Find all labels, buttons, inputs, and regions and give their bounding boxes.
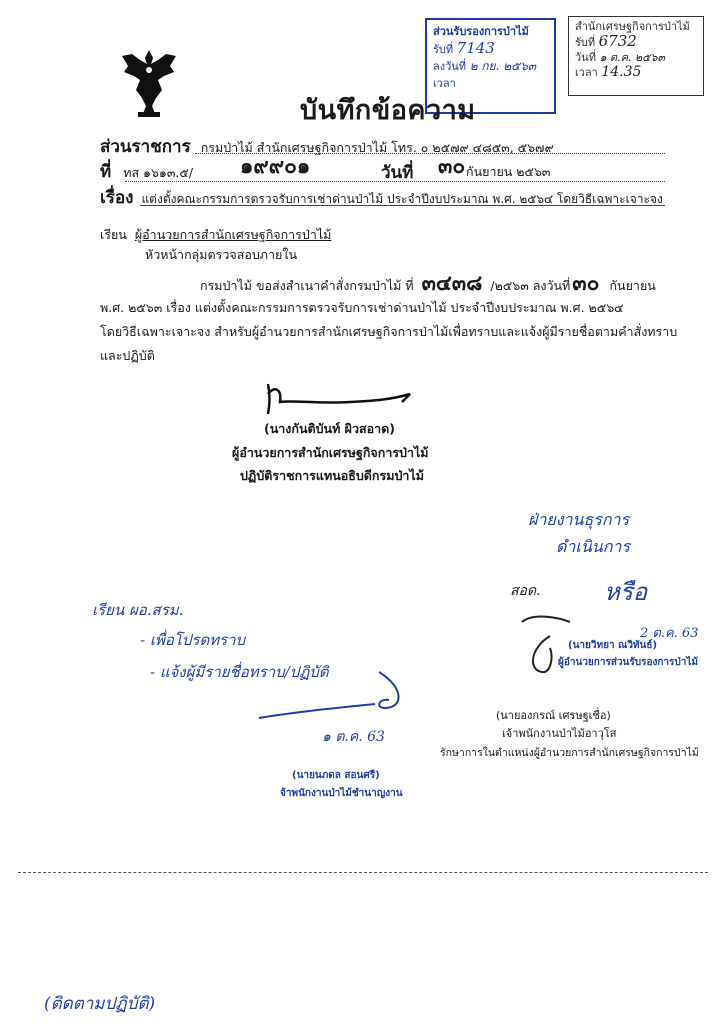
- to-row: [100, 225, 331, 245]
- body-line-1: [200, 267, 656, 300]
- pd-position-2: รักษาการในตำแหน่งผู้อำนวยการสำนักเศรษฐกิจการป่าไม้: [440, 747, 699, 759]
- pd-name: (นายองกรณ์ เศรษฐเชื่อ): [496, 709, 611, 722]
- bottom-note: (ติดตามปฏิบัติ): [44, 994, 156, 1014]
- to-label: เรียน: [100, 227, 127, 242]
- stamp-date-value: ๒ กย. ๒๕๖๓: [469, 59, 537, 73]
- garuda-emblem-icon: [118, 46, 180, 122]
- body-line-1a: กรมป่าไม้ ขอส่งสำเนาคำสั่งกรมป่าไม้ ที่: [200, 278, 414, 293]
- left-stamp-position: จ้าพนักงานป่าไม้ชำนาญงาน: [280, 788, 403, 799]
- stamp-time-label: เวลา: [433, 77, 456, 90]
- right-sign-date: 2 ต.ค. 63: [640, 626, 699, 641]
- number-label: ที่: [100, 162, 112, 182]
- left-signature: [255, 668, 415, 720]
- dept-row: [100, 133, 554, 160]
- page-title: บันทึกข้อความ: [300, 95, 476, 126]
- date-handwritten: ๓๐: [438, 154, 466, 178]
- stamp-office: ส่วนรับรองการป่าไม้: [433, 25, 529, 38]
- signer-name: (นางกันติบันท์ ผิวสอาด): [264, 421, 396, 436]
- receipt-stamp-black: [568, 16, 704, 96]
- subject-label: เรื่อง: [100, 188, 134, 208]
- body-line-1c: กันยายน: [609, 278, 656, 293]
- stamp2-received-label: รับที่: [575, 36, 596, 49]
- number-prefix: ทส ๑๖๑๓.๕/: [123, 165, 194, 180]
- body-line-2: พ.ศ. ๒๕๖๓ เรื่อง แต่งตั้งคณะกรรมการตรวจรับการเช่าด่านป่าไม้ ประจำปีงบประมาณ พ.ศ. ๒๕๖๔: [100, 300, 624, 315]
- left-stamp-name: (นายนภดล สอนศรี): [292, 770, 380, 781]
- stamp-received-number: 7143: [456, 39, 495, 57]
- page-divider: [18, 872, 708, 873]
- stamp2-date-label: วันที่: [575, 51, 596, 64]
- signer-position-2: ปฏิบัติราชการแทนอธิบดีกรมป่าไม้: [240, 468, 424, 483]
- pd-position-1: เจ้าพนักงานป่าไม้อาวุโส: [502, 727, 617, 740]
- right-stamp-position: ผู้อำนวยการส่วนรับรองการป่าไม้: [558, 657, 698, 668]
- body-line-3: โดยวิธีเฉพาะเจาะจง สำหรับผู้อำนวยการสำนักเศรษฐกิจการป่าไม้เพื่อทราบและแจ้งผู้มีรายชื่อตามคำสั่งทราบ: [100, 324, 678, 339]
- left-date: ๑ ต.ค. 63: [322, 729, 385, 745]
- dept-value: กรมป่าไม้ สำนักเศรษฐกิจการป่าไม้ โทร. ๐ ๒๕๗๙ ๔๘๕๓, ๕๖๗๙: [200, 140, 554, 155]
- stamp2-time-value: 14.35: [601, 64, 642, 80]
- subject-underline: [140, 205, 665, 206]
- date-value: กันยายน ๒๕๖๓: [466, 164, 551, 179]
- subject-row: [100, 184, 663, 211]
- stamp2-time-label: เวลา: [575, 66, 598, 79]
- signer-position-1: ผู้อำนวยการสำนักเศรษฐกิจการป่าไม้: [232, 445, 429, 460]
- dept-label: ส่วนราชการ: [100, 137, 191, 157]
- signature-mark: [260, 380, 420, 416]
- left-note-1: เรียน ผอ.สรม.: [92, 601, 184, 619]
- order-date-handwritten: ๓๐: [572, 271, 600, 295]
- to-value-2: หัวหน้ากลุ่มตรวจสอบภายใน: [145, 247, 298, 262]
- number-underline: [125, 181, 665, 182]
- stamp2-office: สำนักเศรษฐกิจการป่าไม้: [575, 20, 690, 33]
- right-note-2: ดำเนินการ: [556, 537, 630, 556]
- subject-value: แต่งตั้งคณะกรรมการตรวจรับการเช่าด่านป่าไม้ ประจำปีงบประมาณ พ.ศ. ๒๕๖๔ โดยวิธีเฉพาะเจาะจง: [141, 192, 663, 206]
- to-value: ผู้อำนวยการสำนักเศรษฐกิจการป่าไม้: [134, 227, 332, 242]
- stamp-received-label: รับที่: [433, 43, 454, 56]
- stamp2-date-value: ๑ ต.ค. ๒๕๖๓: [599, 51, 666, 64]
- right-mark-1: สอด.: [510, 583, 541, 599]
- left-note-3: - แจ้งผู้มีรายชื่อทราบ/ปฏิบัติ: [150, 663, 329, 681]
- stamp-date-label: ลงวันที่: [433, 60, 467, 73]
- body-line-1b: /๒๕๖๓ ลงวันที่: [490, 278, 571, 293]
- order-number-handwritten: ๓๔๓๘: [421, 271, 483, 295]
- body-line-4: และปฏิบัติ: [100, 348, 155, 363]
- stamp2-received-number: 6732: [598, 32, 637, 50]
- right-mark-2: หรือ: [604, 578, 648, 606]
- date-label: วันที่: [381, 163, 414, 183]
- right-note-1: ฝ่ายงานธุรการ: [528, 510, 630, 529]
- left-note-2: - เพื่อโปรดทราบ: [140, 631, 246, 649]
- number-handwritten: ๑๙๙๐๑: [240, 154, 311, 178]
- right-stamp-name: (นายวิทยา ณวิทันธ์): [568, 640, 658, 651]
